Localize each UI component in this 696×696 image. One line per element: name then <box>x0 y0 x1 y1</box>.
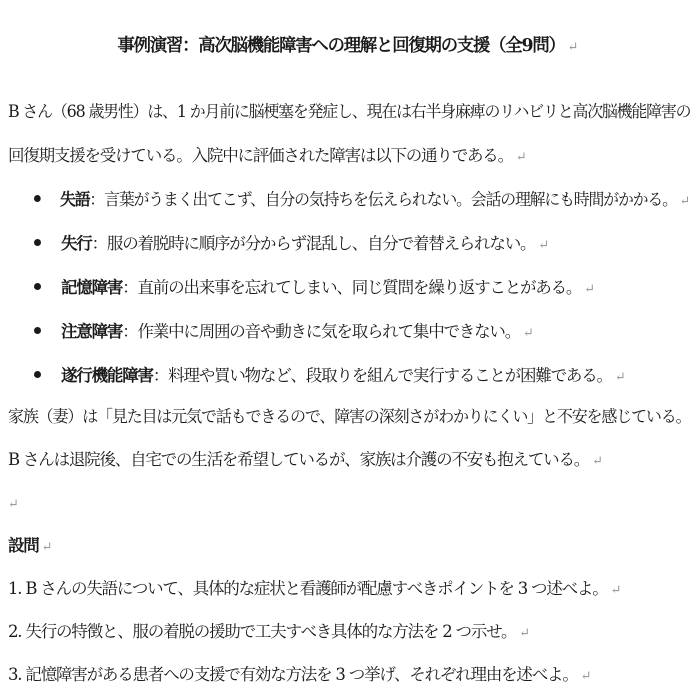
symptom-term: 注意障害 <box>61 322 123 341</box>
intro-text-2: 回復期支援を受けている。入院中に評価された障害は以下の通りである。 <box>8 146 513 165</box>
symptom-desc: ：料理や買い物など、段取りを組んで実行することが困難である。 <box>152 366 612 385</box>
symptom-desc: ：言葉がうまく出てこず、自分の気持ちを伝えられない。会話の理解にも時間がかかる。 <box>89 190 677 209</box>
question-1 <box>8 578 621 602</box>
bullet-icon <box>34 283 41 290</box>
empty-paragraph <box>8 492 19 516</box>
question-3 <box>8 664 592 688</box>
symptom-item-executive <box>34 365 626 389</box>
questions-heading-text: 設問 <box>8 536 39 555</box>
question-text-1: 1. B さんの失語について、具体的な症状と看護師が配慮すべきポイントを 3 つ述べよ。 <box>8 579 608 598</box>
questions-heading <box>8 535 53 559</box>
bullet-icon <box>34 195 41 202</box>
paragraph-mark-icon: ↵ <box>41 540 53 555</box>
paragraph-mark-icon: ↵ <box>580 669 592 684</box>
symptom-desc: ：直前の出来事を忘れてしまい、同じ質問を繰り返すことがある。 <box>122 278 582 297</box>
symptom-item-aphasia <box>34 189 690 213</box>
bullet-icon <box>34 371 41 378</box>
paragraph-mark-icon: ↵ <box>614 370 626 385</box>
symptom-item-memory <box>34 277 595 301</box>
paragraph-mark-icon: ↵ <box>584 282 596 297</box>
family-line-1 <box>8 406 690 428</box>
paragraph-mark-icon: ↵ <box>8 497 19 512</box>
paragraph-mark-icon: ↵ <box>515 150 527 165</box>
symptom-desc: ：作業中に周囲の音や動きに気を取られて集中できない。 <box>122 322 521 341</box>
paragraph-mark-icon: ↵ <box>538 238 550 253</box>
title-text: 事例演習：高次脳機能障害への理解と回復期の支援（全9問） <box>117 36 565 56</box>
family-line-2 <box>8 449 603 473</box>
question-text-2: 2. 失行の特徴と、服の着脱の援助で工夫すべき具体的な方法を 2 つ示せ。 <box>8 622 517 641</box>
paragraph-mark-icon: ↵ <box>592 454 603 469</box>
paragraph-mark-icon: ↵ <box>567 40 579 55</box>
intro-text-1: B さん（68 歳男性）は、1 か月前に脳梗塞を発症し、現在は右半身麻痺のリハビリと高次脳機能障害の <box>8 102 691 121</box>
paragraph-mark-icon: ↵ <box>519 626 531 641</box>
symptom-item-apraxia <box>34 233 549 257</box>
intro-line-1 <box>8 101 690 123</box>
intro-line-2 <box>8 145 527 169</box>
bullet-icon <box>34 327 41 334</box>
paragraph-mark-icon: ↵ <box>523 326 534 341</box>
symptom-item-attention <box>34 321 534 345</box>
question-text-3: 3. 記憶障害がある患者への支援で有効な方法を 3 つ挙げ、それぞれ理由を述べよ。 <box>8 665 578 684</box>
symptom-term: 記憶障害 <box>61 278 123 297</box>
paragraph-mark-icon: ↵ <box>610 583 622 598</box>
symptom-term: 遂行機能障害 <box>61 366 153 385</box>
symptom-desc: ：服の着脱時に順序が分からず混乱し、自分で着替えられない。 <box>91 234 536 253</box>
family-text-2: B さんは退院後、自宅での生活を希望しているが、家族は介護の不安も抱えている。 <box>8 450 590 469</box>
symptom-term: 失語 <box>59 190 90 209</box>
paragraph-mark-icon: ↵ <box>679 194 691 209</box>
symptom-term: 失行 <box>61 234 92 253</box>
question-2 <box>8 621 530 645</box>
bullet-icon <box>34 239 41 246</box>
document-title <box>3 34 693 60</box>
family-text-1: 家族（妻）は「見た目は元気で話もできるので、障害の深刻さがわかりにくい」と不安を感じている。 <box>8 407 691 426</box>
